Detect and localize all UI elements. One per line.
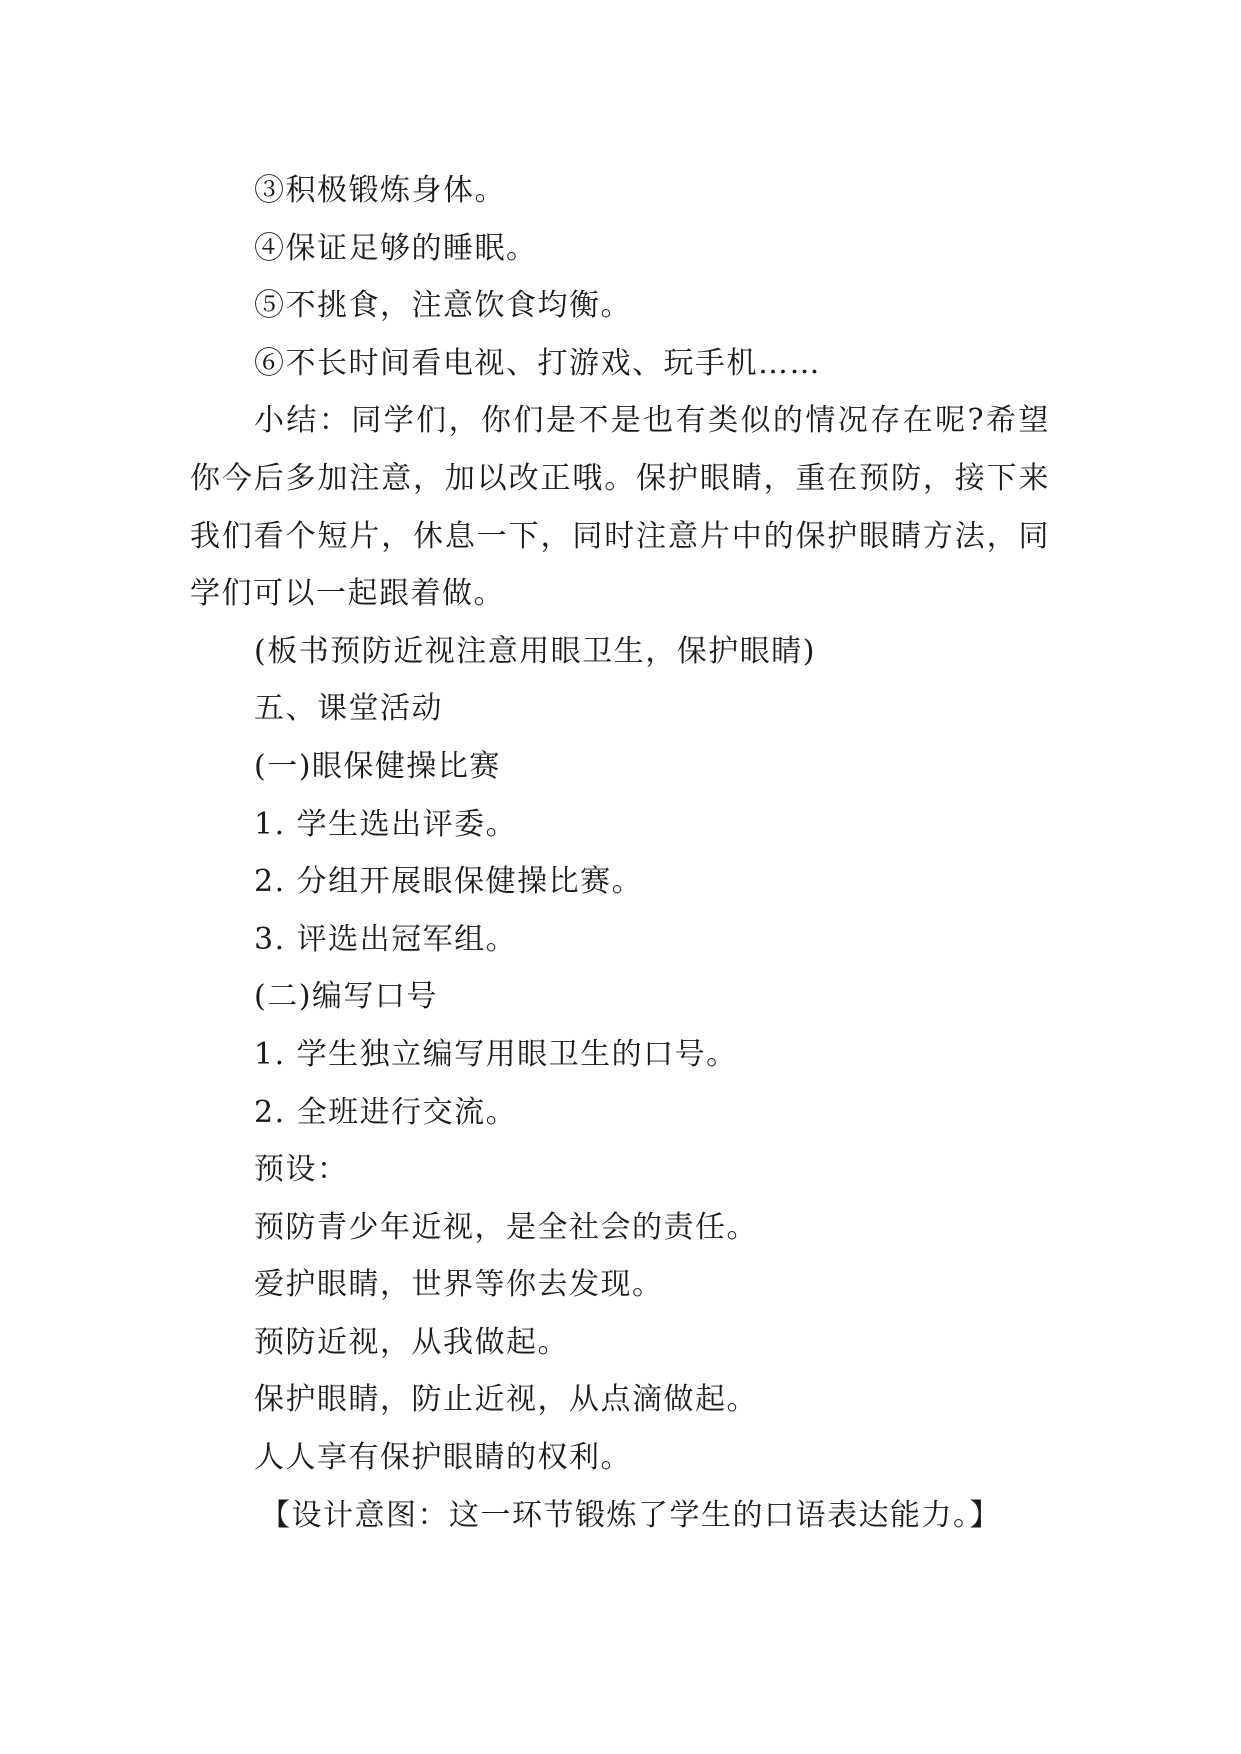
list-item-sleep: ④保证足够的睡眠。 [254,230,538,266]
list-item-exercise: ③积极锻炼身体。 [254,173,506,208]
slogan-line: 预防青少年近视，是全社会的责任。 [254,1209,758,1245]
preset-label: 预设： [254,1152,349,1188]
list-item-screen-time: ⑥不长时间看电视、打游戏、玩手机…… [254,345,821,381]
slogan-line: 爱护眼睛，世界等你去发现。 [254,1267,664,1303]
summary-paragraph: 小结：同学们，你们是不是也有类似的情况存在呢?希望你今后多加注意，加以改正哦。保护眼睛，重在预防，接下来我们看个短片，休息一下，同时注意片中的保护眼睛方法，同学们可以一起跟着做。 [190,403,1050,612]
subsection-heading-slogan: (二)编写口号 [254,979,438,1015]
list-item: 1. 学生选出评委。 [254,806,518,842]
section-heading-class-activity: 五、课堂活动 [254,691,443,727]
list-item: 2. 全班进行交流。 [254,1094,518,1130]
list-item: 1. 学生独立编写用眼卫生的口号。 [254,1036,738,1072]
subsection-heading-eye-exercise: (一)眼保健操比赛 [254,748,501,784]
slogan-line: 预防近视，从我做起。 [254,1324,569,1360]
design-intent-note: 【设计意图：这一环节锻炼了学生的口语表达能力。】 [260,1497,1001,1533]
list-item: 3. 评选出冠军组。 [254,921,518,957]
blackboard-note: (板书预防近视注意用眼卫生，保护眼睛) [254,633,816,669]
document-body [190,162,1050,1544]
list-item-diet: ⑤不挑食，注意饮食均衡。 [254,288,632,324]
slogan-line: 人人享有保护眼睛的权利。 [254,1440,632,1476]
slogan-line: 保护眼睛，防止近视，从点滴做起。 [254,1382,758,1418]
list-item: 2. 分组开展眼保健操比赛。 [254,864,644,900]
